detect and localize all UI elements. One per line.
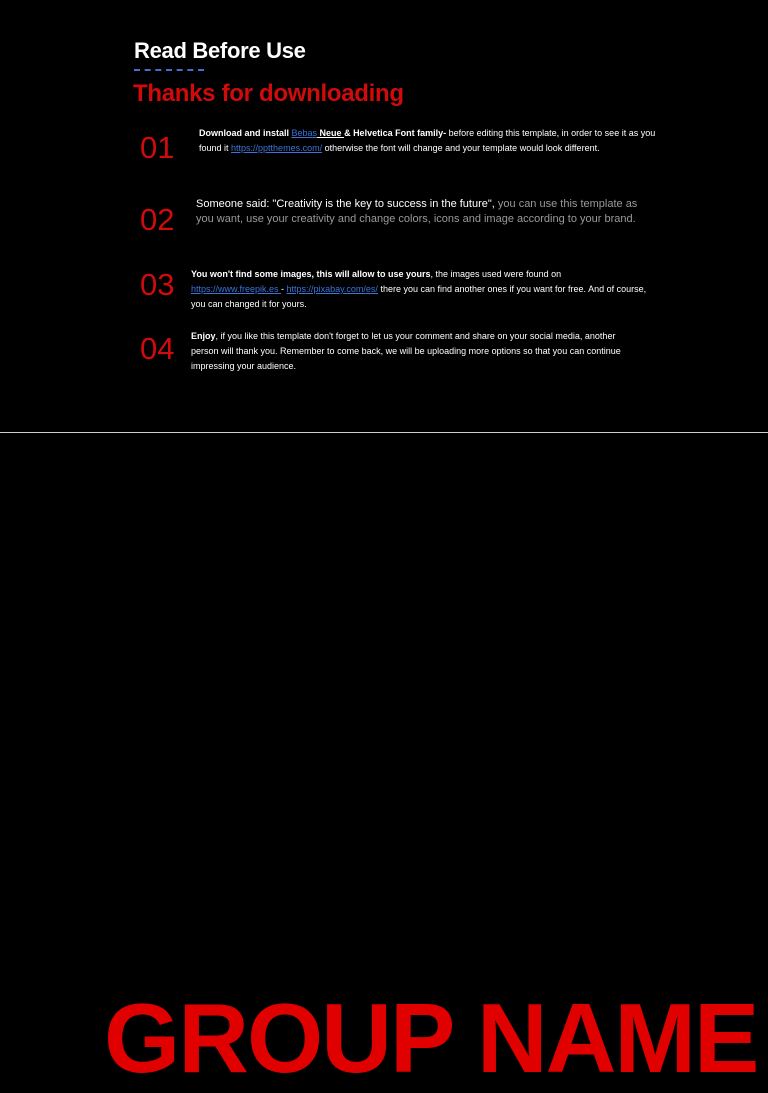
- item-03-separator: -: [281, 284, 287, 294]
- item-03-bold: You won't find some images, this will allow to use yours: [191, 269, 431, 279]
- item-number-03: 03: [140, 267, 175, 302]
- item-04-rest: , if you like this template don't forget to let us your comment and share on your social media, another person will thank you. Remember to come back, we will be uploading more options so that you can continue impressing your audience.: [191, 331, 621, 371]
- item-text-03: [191, 267, 651, 312]
- item-02-quote: Someone said: "Creativity is the key to success in the future",: [196, 198, 495, 210]
- pixabay-link[interactable]: https://pixabay.com/es/: [286, 284, 378, 294]
- item-number-01: 01: [140, 130, 175, 165]
- title-underline: [134, 69, 204, 71]
- slide-group-name: [0, 433, 768, 1093]
- item-01-text-b: otherwise the font will change and your template would look different.: [322, 143, 600, 153]
- item-03-text-a: , the images used were found on: [430, 269, 562, 279]
- slide-read-before-use: [0, 0, 768, 432]
- item-number-02: 02: [140, 202, 175, 237]
- item-03-text-b: there you can find another ones if you want for free. And of course, you can changed it for yours.: [191, 284, 647, 309]
- item-01-bold-fonts: & Helvetica Font family-: [344, 128, 447, 138]
- item-04-bold: Enjoy: [191, 331, 216, 341]
- item-text-02: [196, 197, 646, 227]
- item-01-text-a: before editing this template, in order to see it as you found it: [199, 128, 656, 153]
- page-subtitle: Thanks for downloading: [133, 80, 404, 107]
- bebas-link[interactable]: Bebas: [291, 128, 318, 138]
- item-text-04: [191, 329, 621, 374]
- item-01-bold-intro: Download and install: [199, 128, 292, 138]
- item-text-01: [199, 126, 669, 156]
- pptthemes-link[interactable]: https://pptthemes.com/: [231, 143, 323, 153]
- page-title: Read Before Use: [134, 38, 306, 63]
- item-number-04: 04: [140, 331, 175, 366]
- item-01-neue: Neue: [317, 128, 345, 138]
- freepik-link[interactable]: https://www.freepik.es: [191, 284, 282, 294]
- item-02-rest: you can use this template as you want, use your creativity and change colors, icons and image according to your brand.: [196, 198, 638, 225]
- group-name-title: GROUP NAME: [104, 983, 758, 1093]
